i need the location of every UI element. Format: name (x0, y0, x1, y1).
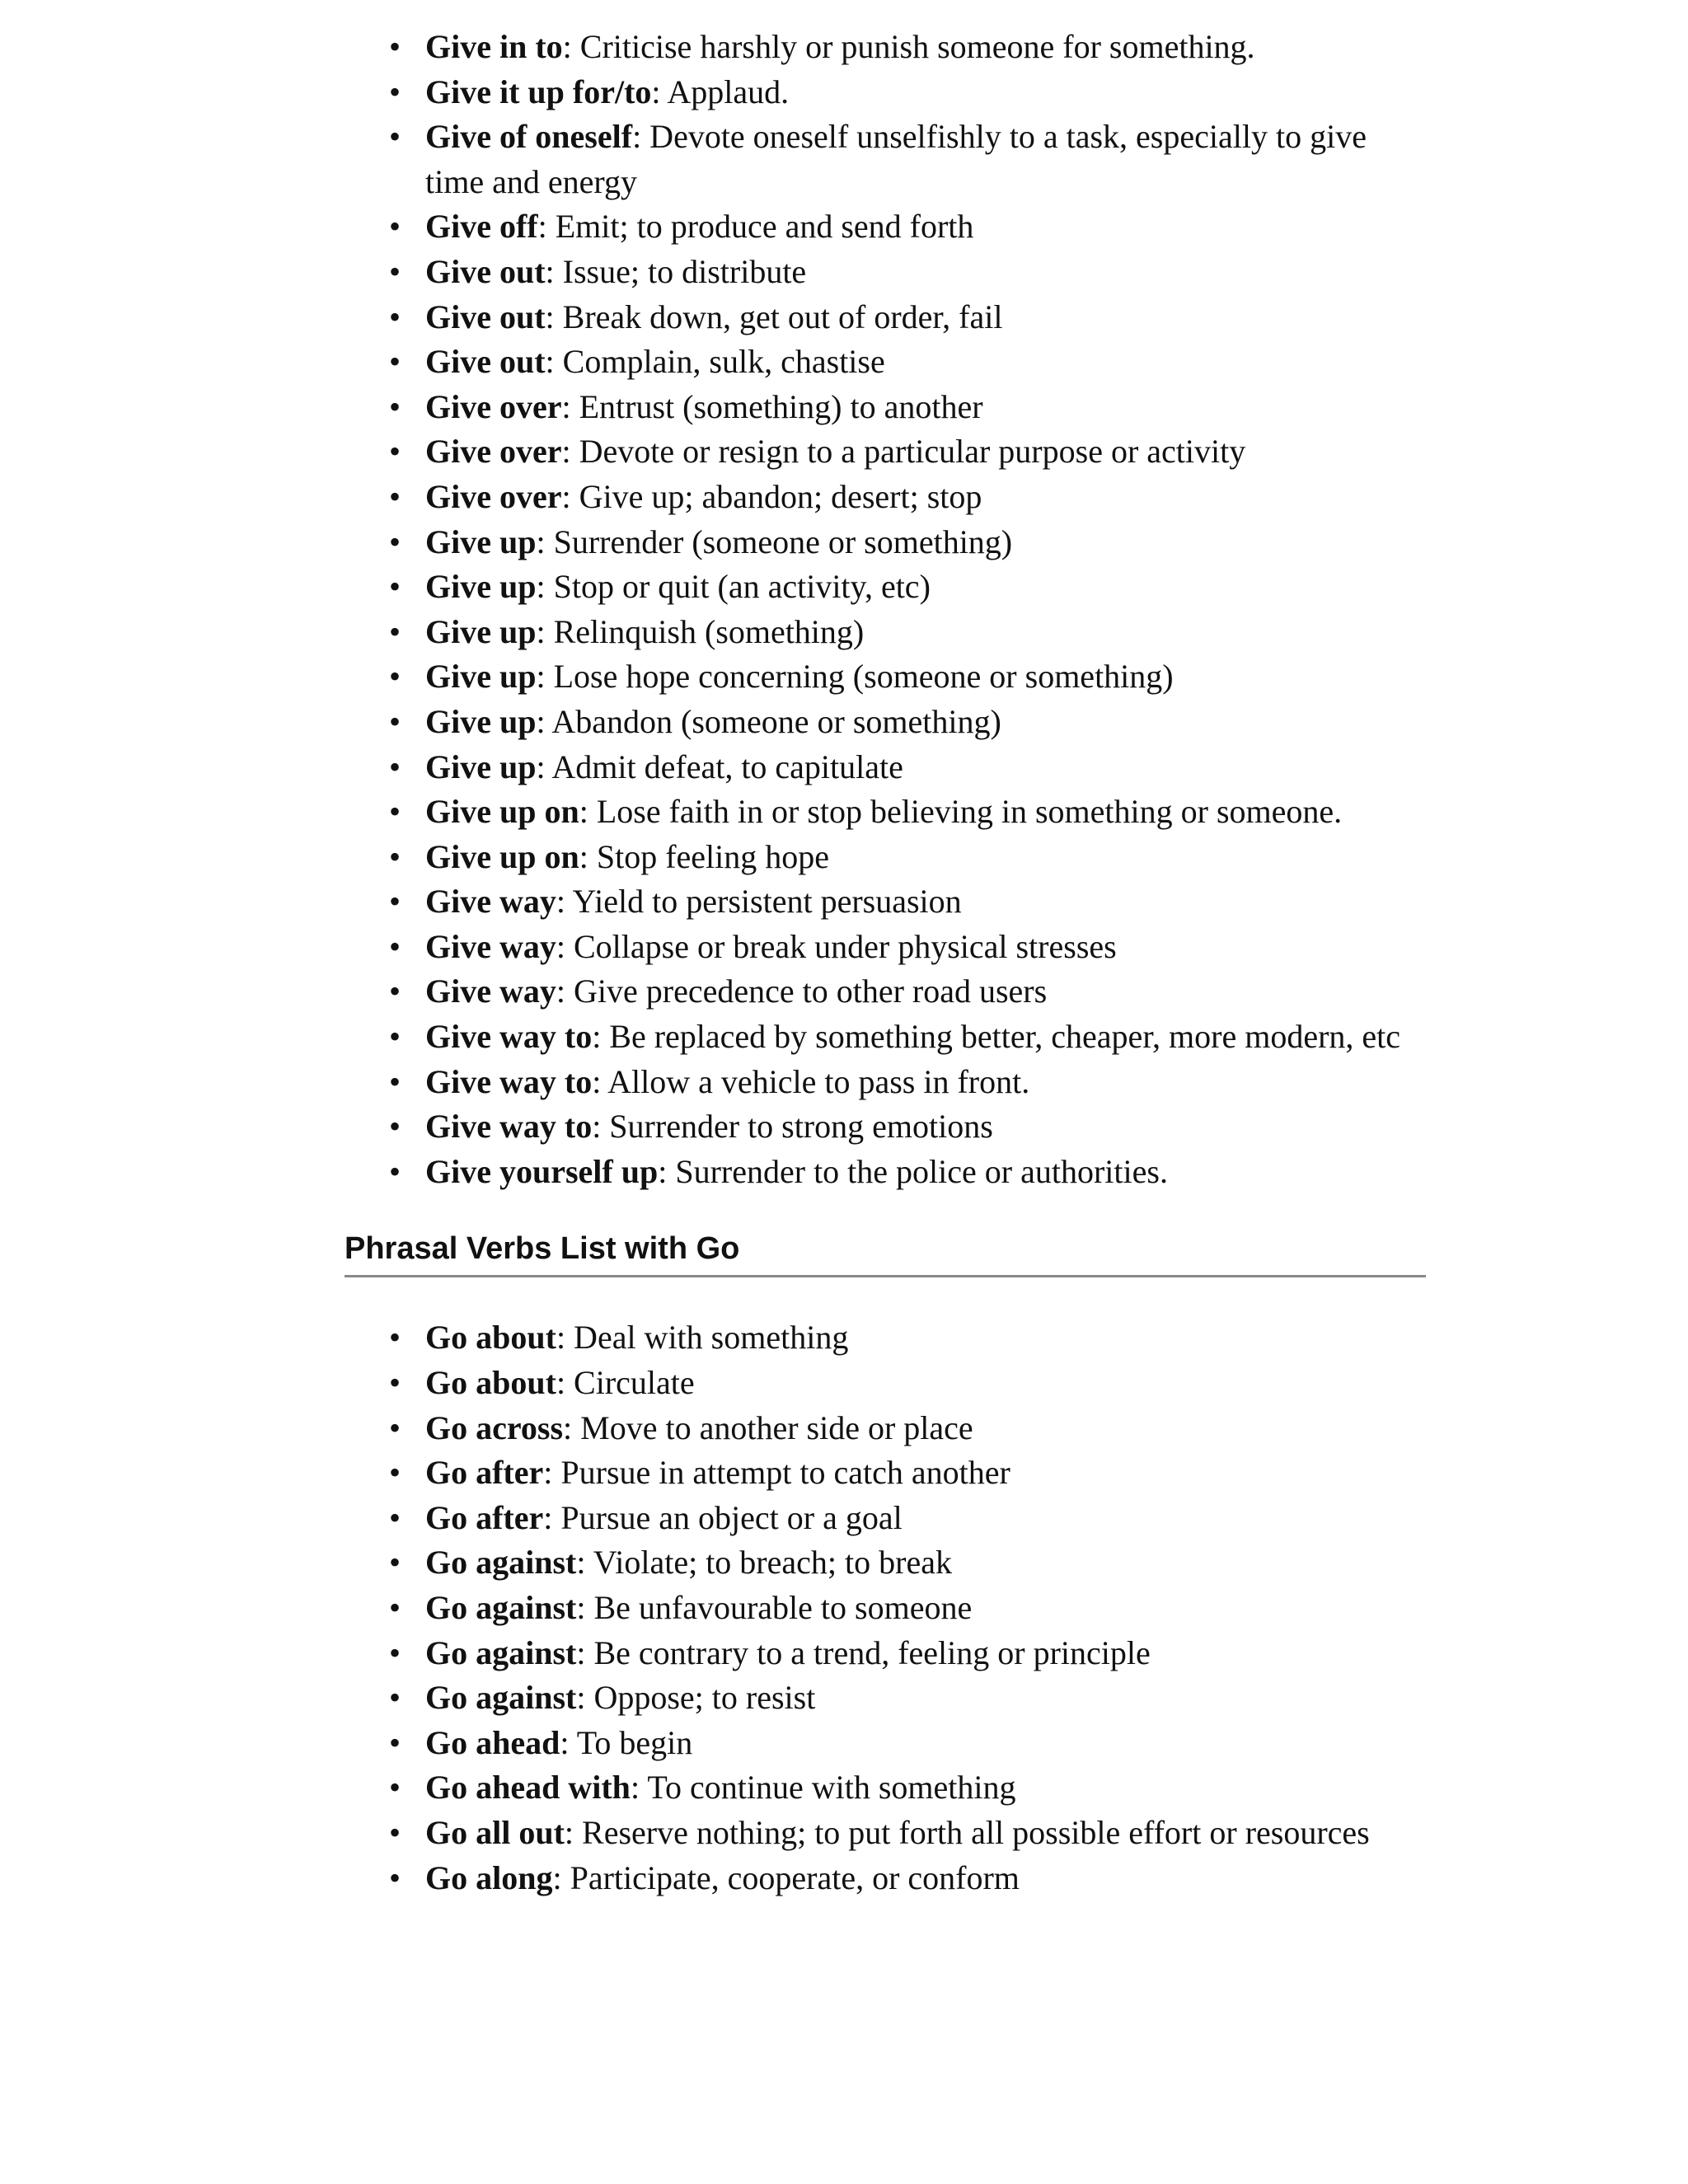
phrasal-verb-term: Give way to (425, 1062, 593, 1100)
list-item (389, 1856, 1426, 1901)
bullet-icon: • (389, 702, 401, 740)
phrasal-verb-term: Go along (425, 1858, 553, 1896)
phrasal-verb-term: Give up on (425, 793, 579, 831)
bullet-icon: • (389, 208, 401, 246)
phrasal-verb-term: Give up (425, 658, 537, 696)
phrasal-verb-term: Give off (425, 208, 538, 246)
list-item (389, 1104, 1426, 1150)
bullet-icon: • (389, 433, 401, 471)
list-item (389, 1721, 1426, 1766)
phrasal-verb-term: Go all out (425, 1813, 565, 1851)
phrasal-verb-definition: : Be replaced by something better, cheaper, more modern, etc (592, 1018, 1401, 1056)
phrasal-verb-term: Go after (425, 1498, 544, 1536)
phrasal-verb-definition: : Oppose; to resist (576, 1679, 816, 1717)
bullet-icon: • (389, 1319, 401, 1357)
bullet-icon: • (389, 1152, 401, 1190)
bullet-icon: • (389, 1679, 401, 1717)
phrasal-verb-term: Give out (425, 343, 546, 381)
phrasal-verb-definition: : Pursue an object or a goal (543, 1498, 903, 1536)
phrasal-verb-term: Give over (425, 433, 562, 471)
phrasal-verb-definition: : Reserve nothing; to put forth all possible effort or resources (564, 1813, 1370, 1851)
list-item (389, 295, 1426, 340)
list-item (389, 835, 1426, 880)
bullet-icon: • (389, 972, 401, 1010)
phrasal-verb-definition: : Be contrary to a trend, feeling or principle (576, 1633, 1151, 1671)
phrasal-verb-definition: : Emit; to produce and send forth (537, 208, 974, 246)
list-item (389, 610, 1426, 655)
list-item (389, 115, 1426, 204)
list-item (389, 1496, 1426, 1541)
phrasal-verb-definition: : Break down, get out of order, fail (545, 298, 1003, 335)
phrasal-verb-term: Go about (425, 1319, 556, 1357)
phrasal-verb-definition: : Move to another side or place (563, 1408, 973, 1446)
list-item (389, 1540, 1426, 1586)
phrasal-verb-term: Give over (425, 387, 562, 425)
list-item (389, 1631, 1426, 1676)
phrasal-verb-definition: : Surrender (someone or something) (536, 523, 1013, 560)
bullet-icon: • (389, 477, 401, 515)
list-item (389, 925, 1426, 970)
phrasal-verb-definition: : Devote oneself unselfishly to a task, especially to give time and energy (425, 118, 1367, 200)
phrasal-verb-definition: : Violate; to breach; to break (576, 1544, 952, 1582)
list-item (389, 654, 1426, 700)
phrasal-verb-term: Go against (425, 1589, 577, 1626)
list-item (389, 565, 1426, 610)
give-phrasal-verbs-list (345, 25, 1426, 1194)
bullet-icon: • (389, 387, 401, 425)
list-item (389, 520, 1426, 565)
list-item (389, 204, 1426, 250)
bullet-icon: • (389, 73, 401, 110)
phrasal-verb-term: Give way to (425, 1018, 593, 1056)
go-phrasal-verbs-list (345, 1315, 1426, 1900)
list-item (389, 1315, 1426, 1361)
phrasal-verb-term: Go across (425, 1408, 564, 1446)
phrasal-verb-term: Give way (425, 972, 556, 1010)
list-item (389, 70, 1426, 115)
list-item (389, 1811, 1426, 1856)
bullet-icon: • (389, 1589, 401, 1626)
phrasal-verb-definition: : Collapse or break under physical stresses (556, 927, 1117, 965)
phrasal-verb-definition: : Applaud. (651, 73, 790, 110)
phrasal-verb-term: Give over (425, 477, 562, 515)
bullet-icon: • (389, 748, 401, 785)
phrasal-verb-term: Go ahead with (425, 1769, 631, 1807)
list-item (389, 25, 1426, 70)
phrasal-verb-definition: : Pursue in attempt to catch another (543, 1454, 1010, 1492)
bullet-icon: • (389, 1498, 401, 1536)
phrasal-verb-definition: : Relinquish (something) (536, 612, 865, 650)
list-item (389, 790, 1426, 835)
bullet-icon: • (389, 793, 401, 831)
list-item (389, 745, 1426, 790)
phrasal-verb-definition: : Criticise harshly or punish someone for something. (562, 28, 1255, 65)
bullet-icon: • (389, 1858, 401, 1896)
list-item (389, 1406, 1426, 1451)
bullet-icon: • (389, 883, 401, 921)
phrasal-verb-term: Go ahead (425, 1723, 560, 1761)
bullet-icon: • (389, 28, 401, 65)
bullet-icon: • (389, 837, 401, 875)
phrasal-verb-definition: : Issue; to distribute (545, 252, 807, 290)
phrasal-verb-term: Give up (425, 702, 537, 740)
phrasal-verb-definition: : Give precedence to other road users (556, 972, 1048, 1010)
phrasal-verb-term: Give up (425, 748, 537, 785)
bullet-icon: • (389, 1544, 401, 1582)
list-item (389, 385, 1426, 430)
phrasal-verb-term: Go about (425, 1364, 556, 1402)
bullet-icon: • (389, 523, 401, 560)
phrasal-verb-term: Give in to (425, 28, 563, 65)
phrasal-verb-definition: : Stop feeling hope (579, 837, 829, 875)
bullet-icon: • (389, 1723, 401, 1761)
phrasal-verb-definition: : Entrust (something) to another (561, 387, 983, 425)
phrasal-verb-term: Give out (425, 298, 546, 335)
phrasal-verb-term: Give way (425, 927, 556, 965)
list-item (389, 1765, 1426, 1811)
bullet-icon: • (389, 568, 401, 606)
bullet-icon: • (389, 298, 401, 335)
bullet-icon: • (389, 612, 401, 650)
phrasal-verb-definition: : To continue with something (630, 1769, 1016, 1807)
phrasal-verb-definition: : Surrender to strong emotions (592, 1108, 993, 1146)
phrasal-verb-term: Give up (425, 568, 537, 606)
phrasal-verb-term: Go against (425, 1633, 577, 1671)
phrasal-verb-definition: : Allow a vehicle to pass in front. (592, 1062, 1030, 1100)
list-item (389, 1586, 1426, 1631)
phrasal-verb-term: Give way to (425, 1108, 593, 1146)
bullet-icon: • (389, 658, 401, 696)
list-item (389, 969, 1426, 1015)
bullet-icon: • (389, 927, 401, 965)
list-item (389, 1675, 1426, 1721)
bullet-icon: • (389, 1062, 401, 1100)
phrasal-verb-term: Give it up for/to (425, 73, 652, 110)
phrasal-verb-definition: : Be unfavourable to someone (576, 1589, 973, 1626)
phrasal-verb-definition: : Abandon (someone or something) (536, 702, 1001, 740)
phrasal-verb-definition: : Complain, sulk, chastise (545, 343, 885, 381)
bullet-icon: • (389, 1364, 401, 1402)
list-item (389, 475, 1426, 520)
phrasal-verb-term: Give yourself up (425, 1152, 659, 1190)
list-item (389, 340, 1426, 385)
phrasal-verb-term: Go against (425, 1679, 577, 1717)
bullet-icon: • (389, 252, 401, 290)
list-item (389, 879, 1426, 925)
phrasal-verb-definition: : Lose hope concerning (someone or something) (536, 658, 1174, 696)
phrasal-verb-definition: : Surrender to the police or authorities. (658, 1152, 1168, 1190)
bullet-icon: • (389, 343, 401, 381)
bullet-icon: • (389, 1454, 401, 1492)
phrasal-verb-definition: : Deal with something (556, 1319, 849, 1357)
phrasal-verb-term: Give of oneself (425, 118, 633, 156)
phrasal-verb-definition: : Admit defeat, to capitulate (536, 748, 903, 785)
phrasal-verb-definition: : Lose faith in or stop believing in something or someone. (579, 793, 1343, 831)
bullet-icon: • (389, 1408, 401, 1446)
phrasal-verb-term: Give up (425, 523, 537, 560)
phrasal-verb-term: Give out (425, 252, 546, 290)
phrasal-verb-term: Give way (425, 883, 556, 921)
list-item (389, 1361, 1426, 1406)
phrasal-verb-definition: : To begin (560, 1723, 693, 1761)
phrasal-verb-term: Go after (425, 1454, 544, 1492)
bullet-icon: • (389, 1769, 401, 1807)
list-item (389, 429, 1426, 475)
phrasal-verb-definition: : Stop or quit (an activity, etc) (536, 568, 931, 606)
list-item (389, 1060, 1426, 1105)
phrasal-verb-term: Go against (425, 1544, 577, 1582)
phrasal-verb-definition: : Give up; abandon; desert; stop (561, 477, 982, 515)
phrasal-verb-definition: : Circulate (556, 1364, 695, 1402)
list-item (389, 250, 1426, 295)
bullet-icon: • (389, 118, 401, 156)
bullet-icon: • (389, 1813, 401, 1851)
list-item (389, 700, 1426, 745)
phrasal-verb-term: Give up on (425, 837, 579, 875)
phrasal-verb-definition: : Yield to persistent persuasion (556, 883, 962, 921)
bullet-icon: • (389, 1108, 401, 1146)
go-section-heading: Phrasal Verbs List with Go (345, 1230, 1426, 1277)
list-item (389, 1015, 1426, 1060)
list-item (389, 1451, 1426, 1496)
list-item (389, 1150, 1426, 1195)
phrasal-verb-definition: : Devote or resign to a particular purpose or activity (561, 433, 1246, 471)
phrasal-verb-definition: : Participate, cooperate, or conform (552, 1858, 1020, 1896)
phrasal-verb-term: Give up (425, 612, 537, 650)
bullet-icon: • (389, 1633, 401, 1671)
document-page (345, 25, 1426, 1900)
bullet-icon: • (389, 1018, 401, 1056)
